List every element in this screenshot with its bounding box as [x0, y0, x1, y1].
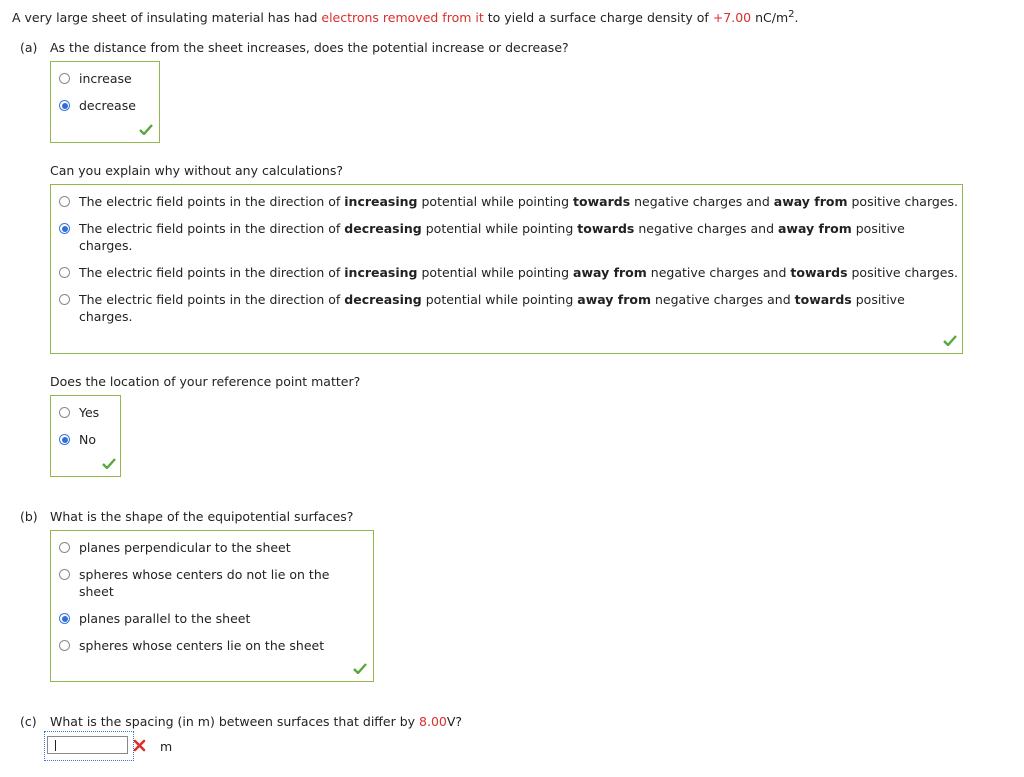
radio-explain-2[interactable] — [59, 223, 70, 234]
part-b-answer-box — [50, 530, 374, 682]
part-a-answer-box — [50, 61, 160, 143]
explain-option-2[interactable]: The electric field points in the direction of decreasing potential while pointing towards negative charges and away from positive charges. — [59, 220, 909, 254]
reference-question: Does the location of your reference point matter? — [50, 374, 361, 389]
check-icon — [943, 335, 957, 346]
voltage-value: 8.00 — [419, 714, 447, 729]
part-b-question: What is the shape of the equipotential surfaces? — [50, 509, 354, 524]
radio-explain-4[interactable] — [59, 294, 70, 305]
option-no[interactable]: No — [59, 431, 96, 448]
part-a-label: (a) — [20, 40, 38, 55]
problem-statement: A very large sheet of insulating material has had electrons removed from it to yield a surface charge density of +7.00 $nC/m^2$. — [12, 9, 799, 26]
option-planes-perpendicular[interactable]: planes perpendicular to the sheet — [59, 539, 291, 556]
reference-answer-box — [50, 395, 121, 477]
unit-label: m — [160, 739, 173, 754]
part-b-label: (b) — [20, 509, 38, 524]
radio-no[interactable] — [59, 434, 70, 445]
explain-option-3[interactable]: The electric field points in the direction of increasing potential while pointing away from negative charges and towards positive charges. — [59, 264, 958, 281]
radio-yes[interactable] — [59, 407, 70, 418]
radio-decrease[interactable] — [59, 100, 70, 111]
explain-option-4[interactable]: The electric field points in the direction of decreasing potential while pointing away from negative charges and towards positive charges. — [59, 291, 909, 325]
part-a-question: As the distance from the sheet increases, does the potential increase or decrease? — [50, 40, 569, 55]
option-spheres-off-sheet[interactable]: spheres whose centers do not lie on the sheet — [59, 566, 329, 600]
check-icon — [353, 663, 367, 674]
radio-planes-parallel[interactable] — [59, 613, 70, 624]
part-c-question: What is the spacing (in m) between surfaces that differ by 8.00V? — [50, 714, 463, 729]
x-icon — [133, 739, 146, 752]
option-increase[interactable]: increase — [59, 70, 132, 87]
radio-increase[interactable] — [59, 73, 70, 84]
explain-question: Can you explain why without any calculations? — [50, 163, 343, 178]
part-c-label: (c) — [20, 714, 37, 729]
radio-spheres-off-sheet[interactable] — [59, 569, 70, 580]
check-icon — [139, 124, 153, 135]
option-planes-parallel[interactable]: planes parallel to the sheet — [59, 610, 250, 627]
radio-explain-1[interactable] — [59, 196, 70, 207]
option-yes[interactable]: Yes — [59, 404, 99, 421]
radio-planes-perpendicular[interactable] — [59, 542, 70, 553]
explain-answer-box — [50, 184, 963, 354]
radio-spheres-on-sheet[interactable] — [59, 640, 70, 651]
explain-option-1[interactable]: The electric field points in the direction of increasing potential while pointing towards negative charges and away from positive charges. — [59, 193, 958, 210]
charge-density-value: +7.00 — [712, 10, 752, 26]
highlighted-phrase: electrons removed from it — [321, 10, 484, 26]
text-caret — [55, 740, 56, 751]
option-decrease[interactable]: decrease — [59, 97, 136, 114]
spacing-input[interactable] — [47, 736, 128, 754]
check-icon — [102, 458, 116, 469]
radio-explain-3[interactable] — [59, 267, 70, 278]
option-spheres-on-sheet[interactable]: spheres whose centers lie on the sheet — [59, 637, 324, 654]
